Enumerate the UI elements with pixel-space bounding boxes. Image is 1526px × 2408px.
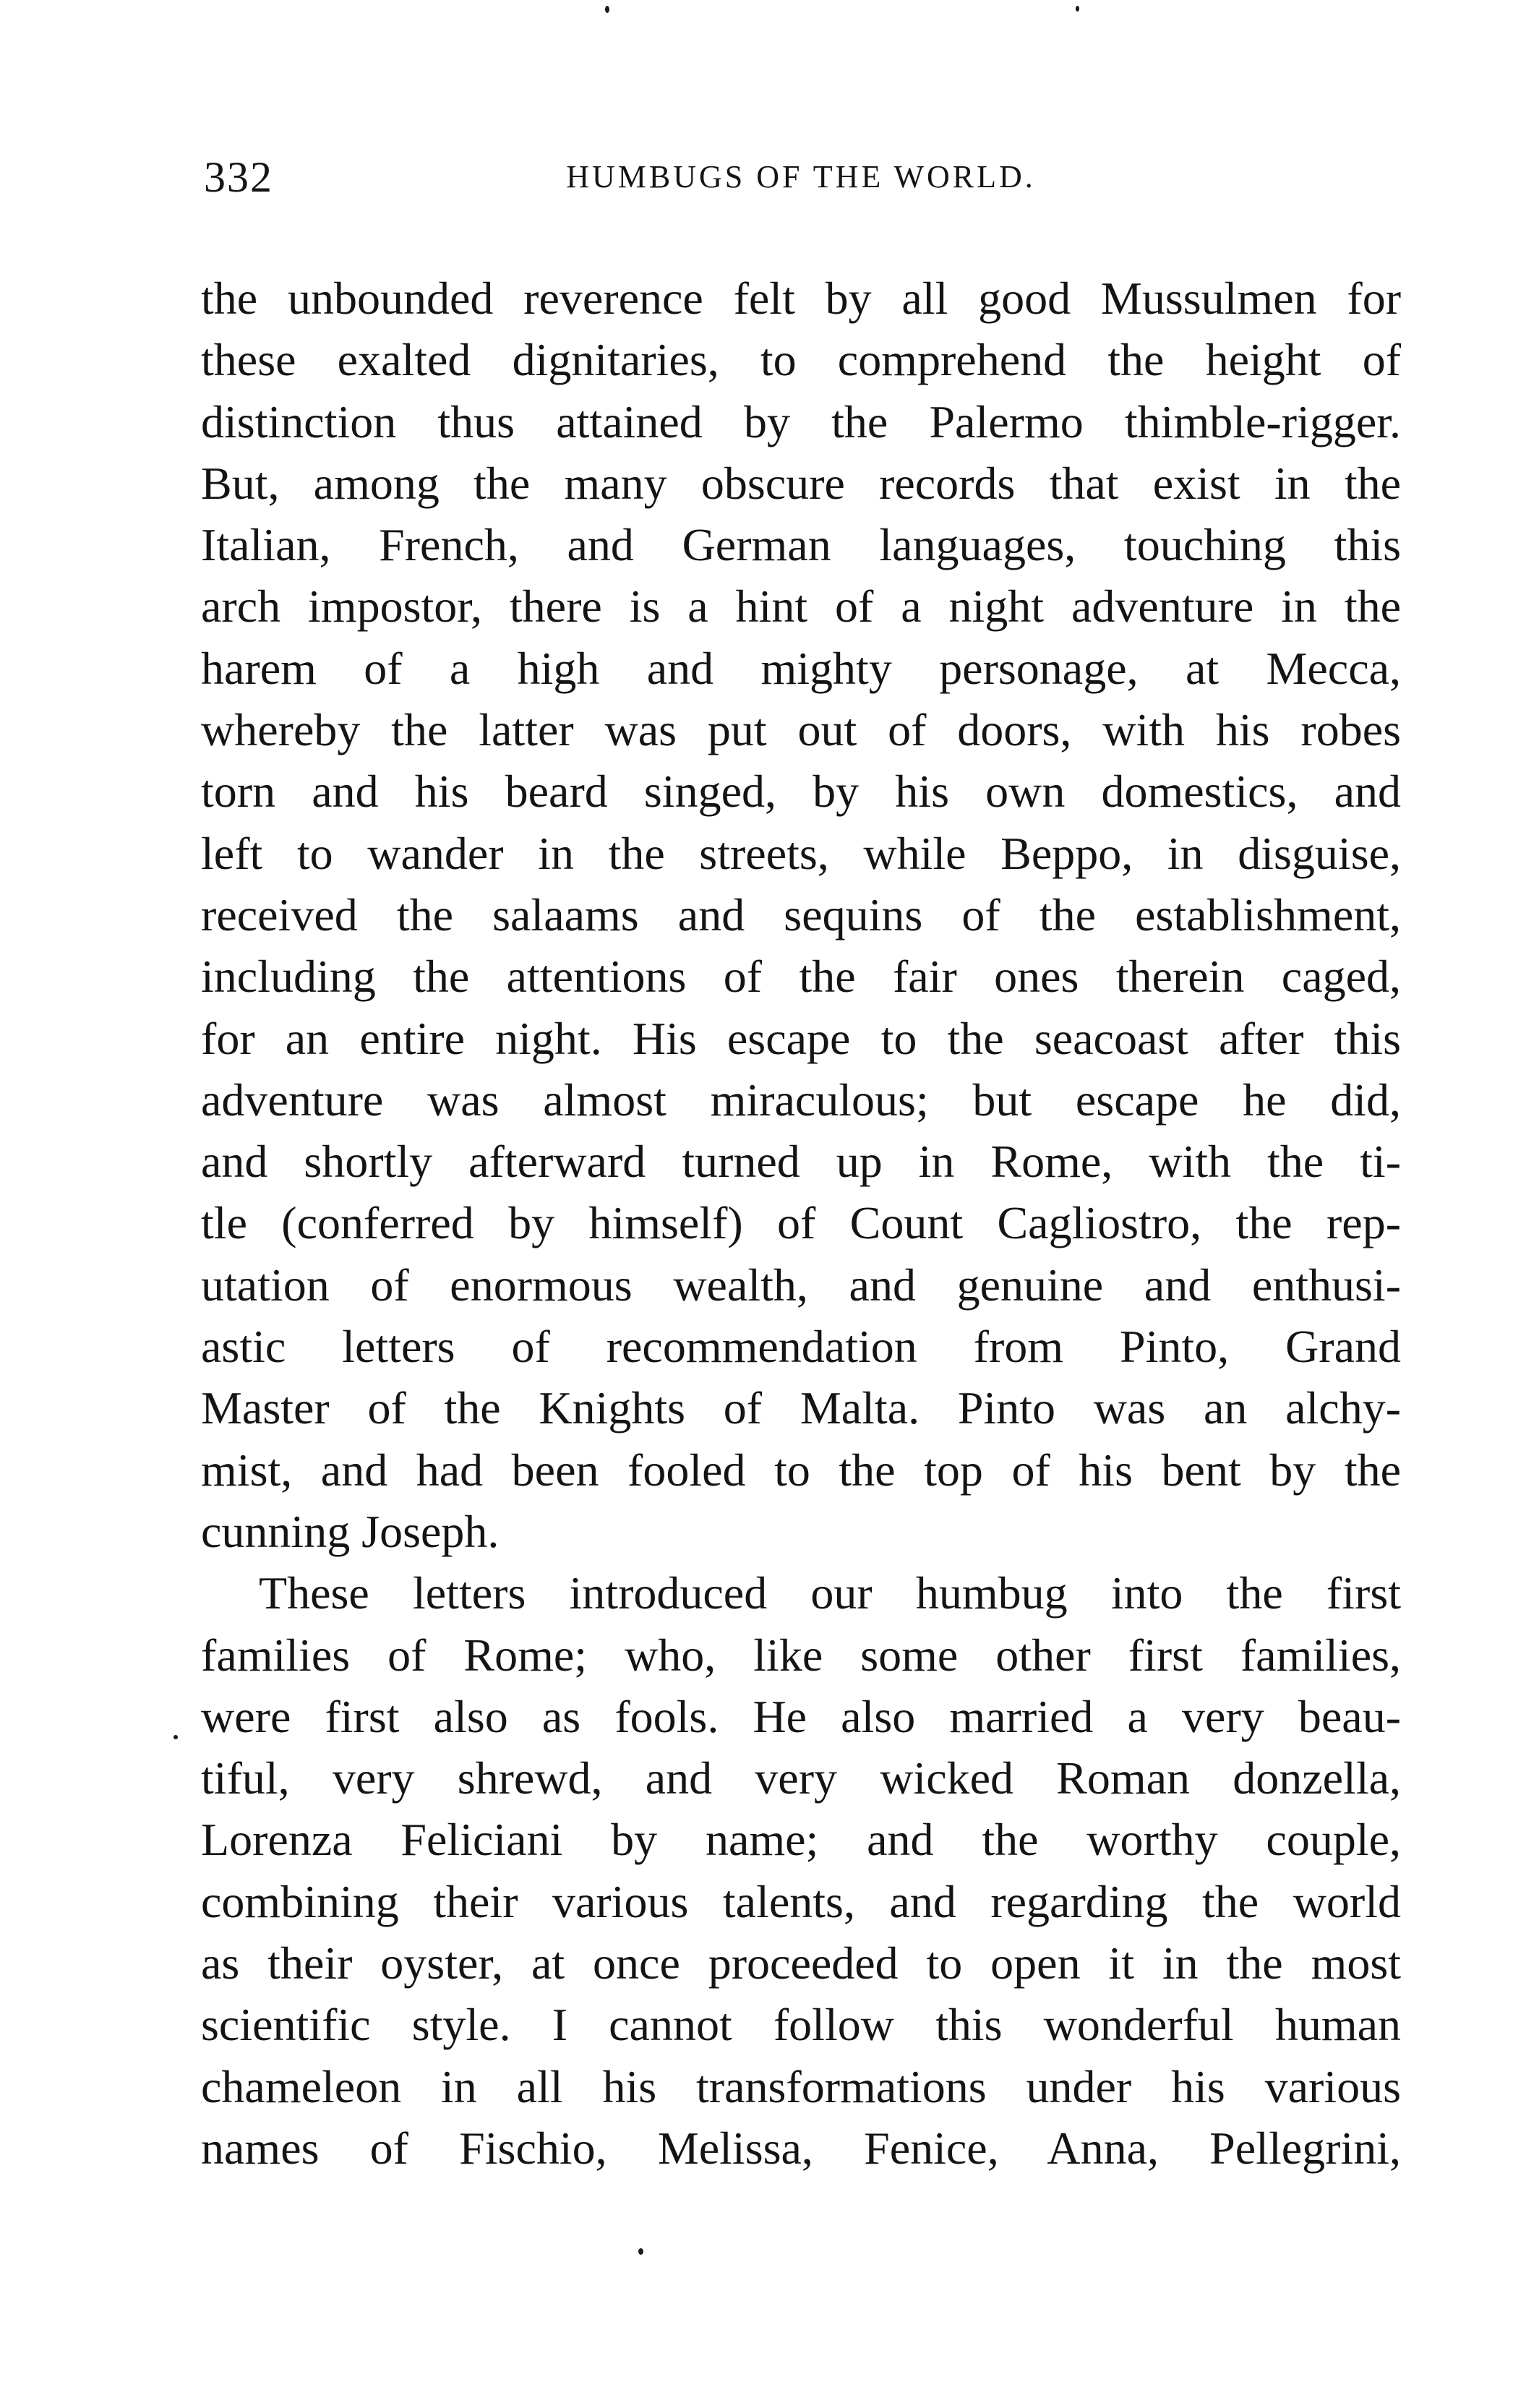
text-line: mist, and had been fooled to the top of his bent by the xyxy=(201,1444,1401,1496)
text-line: for an entire night. His escape to the seacoast after this xyxy=(201,1012,1401,1064)
text-line: including the attentions of the fair ones therein caged, xyxy=(201,951,1401,1003)
text-line: whereby the latter was put out of doors, with his robes xyxy=(201,704,1401,756)
body-text xyxy=(201,267,1401,2179)
text-line: harem of a high and mighty personage, at Mecca, xyxy=(201,642,1401,694)
text-line: arch impostor, there is a hint of a night adventure in the xyxy=(201,580,1401,633)
text-line: These letters introduced our humbug into the first xyxy=(259,1567,1401,1619)
print-speck xyxy=(638,2248,643,2255)
text-line: received the salaams and sequins of the establishment, xyxy=(201,888,1401,941)
text-line: chameleon in all his transformations under his various xyxy=(201,2060,1401,2112)
text-line: utation of enormous wealth, and genuine and enthusi- xyxy=(201,1259,1401,1311)
text-line: families of Rome; who, like some other first families, xyxy=(201,1629,1401,1681)
text-line: tle (conferred by himself) of Count Cagliostro, the rep- xyxy=(201,1197,1401,1249)
text-line: Master of the Knights of Malta. Pinto was an alchy- xyxy=(201,1382,1401,1434)
running-title: HUMBUGS OF THE WORLD. xyxy=(566,159,1036,194)
print-speck xyxy=(605,6,609,13)
text-line: names of Fischio, Melissa, Fenice, Anna, Pellegrini, xyxy=(201,2122,1401,2174)
text-line: Italian, French, and German languages, touching this xyxy=(201,519,1401,571)
paragraph xyxy=(201,1562,1401,2179)
paragraph xyxy=(201,267,1401,1562)
page-number: 332 xyxy=(204,153,273,201)
text-line: tiful, very shrewd, and very wicked Roman donzella, xyxy=(201,1752,1401,1804)
text-line: combining their various talents, and regarding the world xyxy=(201,1875,1401,1927)
text-line: astic letters of recommendation from Pinto, Grand xyxy=(201,1321,1401,1373)
text-line: torn and his beard singed, by his own domestics, and xyxy=(201,766,1401,818)
text-line: were first also as fools. He also married a very beau- xyxy=(201,1690,1401,1742)
text-line: distinction thus attained by the Palermo thimble-rigger. xyxy=(201,395,1401,447)
print-speck xyxy=(173,1735,178,1739)
text-line: left to wander in the streets, while Beppo, in disguise, xyxy=(201,827,1401,879)
text-line: these exalted dignitaries, to comprehend the height of xyxy=(201,334,1401,386)
text-line: the unbounded reverence felt by all good Mussulmen for xyxy=(201,273,1401,324)
text-line: adventure was almost miraculous; but escape he did, xyxy=(201,1074,1401,1126)
text-line: cunning Joseph. xyxy=(201,1505,500,1557)
text-line: and shortly afterward turned up in Rome, with the ti- xyxy=(201,1136,1401,1188)
text-line: But, among the many obscure records that exist in the xyxy=(201,457,1401,509)
print-speck xyxy=(1076,6,1079,12)
text-line: Lorenza Feliciani by name; and the worthy couple, xyxy=(201,1814,1401,1866)
text-line: scientific style. I cannot follow this wonderful human xyxy=(201,1999,1401,2051)
text-line: as their oyster, at once proceeded to open it in the most xyxy=(201,1937,1401,1989)
page-header xyxy=(204,145,1398,210)
